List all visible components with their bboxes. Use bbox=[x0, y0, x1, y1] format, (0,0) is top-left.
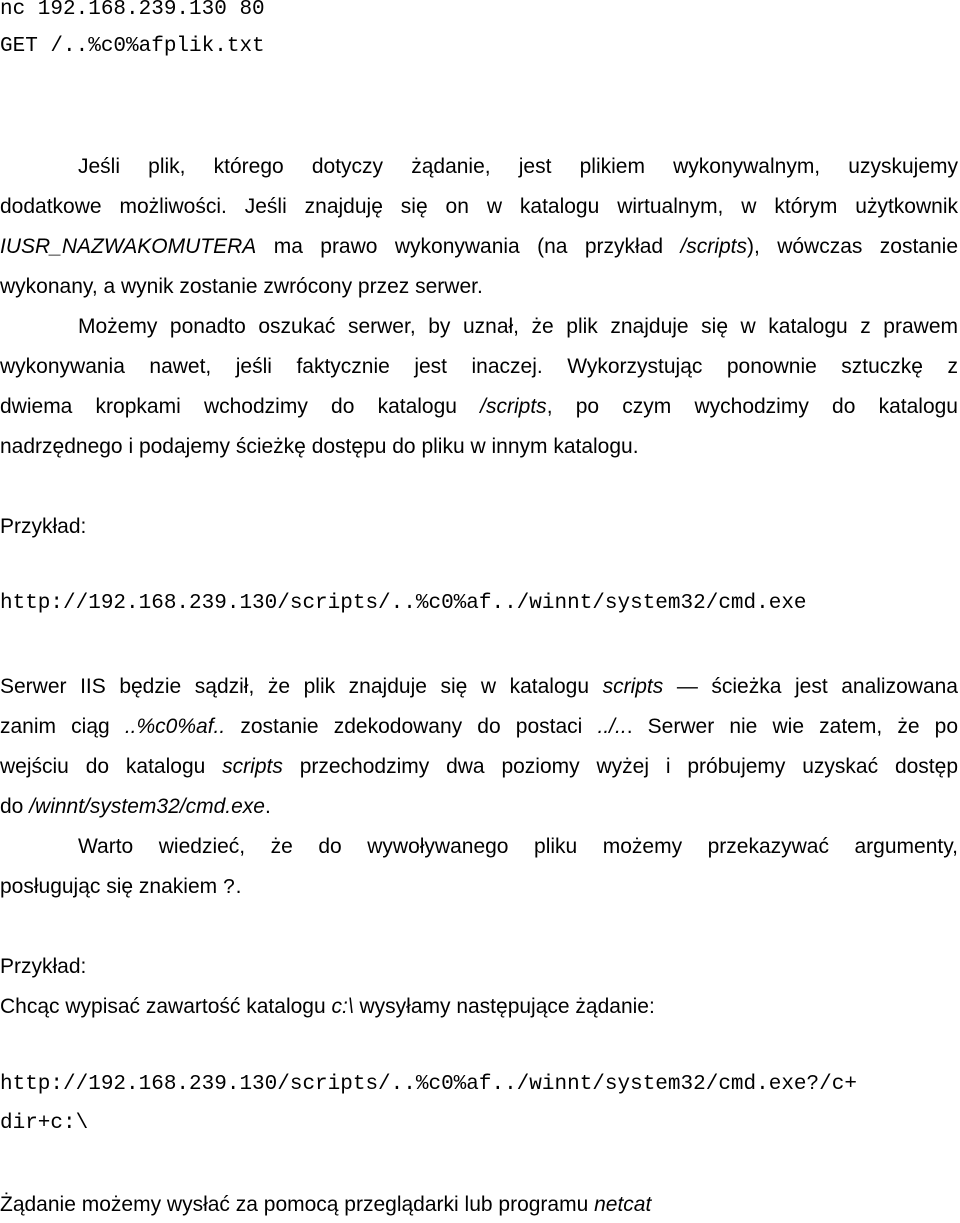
para4-line2: posługując się znakiem ?. bbox=[0, 875, 242, 900]
italic-term: ..%c0%af.. bbox=[124, 715, 226, 738]
final-line: Żądanie możemy wysłać za pomocą przeglądarki lub programu netcat bbox=[0, 1193, 652, 1216]
para3-line4: do /winnt/system32/cmd.exe. bbox=[0, 795, 271, 818]
para4-line1: Warto wiedzieć, że do wywoływanego pliku możemy przekazywać argumenty, bbox=[78, 835, 958, 858]
italic-term: /scripts bbox=[480, 395, 547, 418]
example-url-line2: dir+c:\ bbox=[0, 1112, 89, 1135]
para1-line4: wykonany, a wynik zostanie zwrócony przez serwer. bbox=[0, 275, 483, 298]
example-url-line1: http://192.168.239.130/scripts/..%c0%af../winnt/system32/cmd.exe?/c+ bbox=[0, 1073, 857, 1096]
italic-term: /scripts bbox=[680, 235, 747, 258]
italic-term: scripts bbox=[222, 755, 283, 778]
example-label-2: Przykład: bbox=[0, 955, 87, 978]
para3-line3: wejściu do katalogu scripts przechodzimy dwa poziomy wyżej i próbujemy uzyskać dostęp bbox=[0, 755, 959, 778]
example-intro: Chcąc wypisać zawartość katalogu c:\ wysyłamy następujące żądanie: bbox=[0, 995, 655, 1018]
italic-term: /winnt/system32/cmd.exe bbox=[29, 795, 265, 818]
code-line-nc: nc 192.168.239.130 80 bbox=[0, 0, 265, 21]
para1-line2: dodatkowe możliwości. Jeśli znajduję się on w katalogu wirtualnym, w którym użytkownik bbox=[0, 195, 958, 218]
para1-line3: IUSR_NAZWAKOMUTERA ma prawo wykonywania (na przykład /scripts), wówczas zostanie bbox=[0, 235, 958, 258]
para3-line2: zanim ciąg ..%c0%af.. zostanie zdekodowany do postaci ../... Serwer nie wie zatem, że po bbox=[0, 715, 958, 738]
para3-line1: Serwer IIS będzie sądził, że plik znajduje się w katalogu scripts — ścieżka jest analizowana bbox=[0, 675, 958, 698]
para2-line4: nadrzędnego i podajemy ścieżkę dostępu do pliku w innym katalogu. bbox=[0, 435, 639, 458]
para2-line2: wykonywania nawet, jeśli faktycznie jest inaczej. Wykorzystując ponownie sztuczkę z bbox=[0, 355, 958, 378]
inline-code: ? bbox=[222, 877, 236, 900]
para2-line1: Możemy ponadto oszukać serwer, by uznał, że plik znajduje się w katalogu z prawem bbox=[78, 315, 958, 338]
example-label: Przykład: bbox=[0, 515, 87, 538]
code-line-get: GET /..%c0%afplik.txt bbox=[0, 35, 265, 58]
italic-term: c:\ bbox=[331, 995, 354, 1018]
example-url: http://192.168.239.130/scripts/..%c0%af../winnt/system32/cmd.exe bbox=[0, 592, 807, 615]
italic-term: ../.. bbox=[597, 715, 627, 738]
italic-term: netcat bbox=[594, 1193, 652, 1216]
para1-line1: Jeśli plik, którego dotyczy żądanie, jest plikiem wykonywalnym, uzyskujemy bbox=[78, 155, 958, 178]
italic-term: scripts bbox=[602, 675, 664, 698]
para2-line3: dwiema kropkami wchodzimy do katalogu /scripts, po czym wychodzimy do katalogu bbox=[0, 395, 958, 418]
italic-term: IUSR_NAZWAKOMUTERA bbox=[0, 235, 257, 258]
